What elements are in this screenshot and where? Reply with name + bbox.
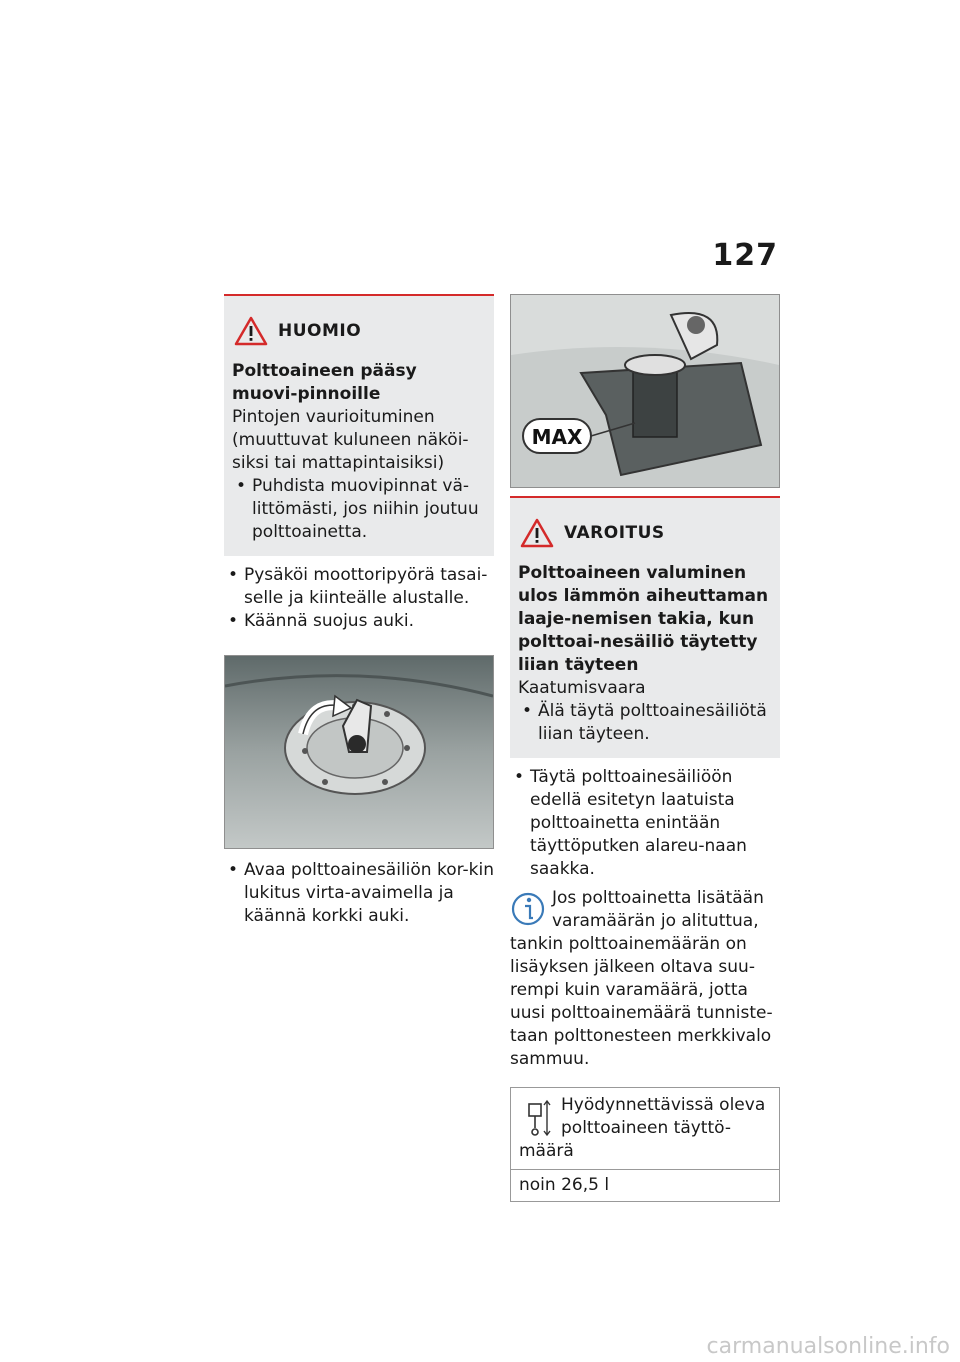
fuel-capacity-spec (510, 1087, 780, 1202)
fuel-cap-drawing (225, 656, 493, 848)
fuel-pump-icon (523, 1098, 553, 1138)
spec-value: noin 26,5 l (519, 1175, 610, 1195)
notice-bullet: • Älä täytä polttoainesäiliötä liian täyteen. (518, 700, 772, 746)
notice-risk: Kaatumisvaara (518, 678, 646, 698)
info-text: Jos polttoainetta lisätään varamäärän jo alituttua, tankin polttoainemäärän on lisäyksen jälkeen oltava suu-rempi kuin varamäärä, jotta uusi polttoainemäärä tunniste-taan polttonesteen merkkivalo sammuu. (510, 888, 773, 1069)
right-column (510, 294, 780, 1202)
notice-title: HUOMIO (278, 321, 362, 341)
filler-neck-drawing (511, 295, 779, 487)
left-column (224, 294, 494, 928)
notice-heading: Polttoaineen pääsy muovi-pinnoille (232, 361, 417, 404)
spec-label: Hyödynnettävissä oleva polttoaineen täyttö-määrä (519, 1095, 766, 1161)
notice-title: VAROITUS (564, 523, 665, 543)
filler-neck-illustration (510, 294, 780, 488)
warning-notice (510, 496, 780, 758)
instruction-fill-tank: • Täytä polttoainesäiliöön edellä esitetyn laatuista polttoainetta enintään täyttöputken alareu-naan saakka. (510, 766, 780, 881)
instruction-unlock-cap: • Avaa polttoainesäiliön kor-kin lukitus virta-avaimella ja käännä korkki auki. (224, 859, 494, 928)
instruction-open-cover: • Käännä suojus auki. (224, 610, 494, 633)
notice-bullet: • Puhdista muovipinnat vä-littömästi, jos niihin joutuu polttoainetta. (232, 475, 486, 544)
max-label: MAX (531, 425, 583, 449)
notice-risk: Pintojen vaurioituminen (muuttuvat kuluneen näköi-siksi tai mattapintaisiksi) (232, 407, 469, 473)
watermark: carmanualsonline.info (706, 1334, 950, 1359)
page-number: 127 (712, 238, 778, 273)
info-icon (510, 889, 546, 929)
info-block (510, 887, 780, 1071)
instruction-park: • Pysäköi moottoripyörä tasai-selle ja kiinteälle alustalle. (224, 564, 494, 610)
caution-notice (224, 294, 494, 556)
warning-triangle-icon (234, 316, 268, 346)
warning-triangle-icon (520, 518, 554, 548)
fuel-cap-illustration (224, 655, 494, 849)
notice-heading: Polttoaineen valuminen ulos lämmön aiheuttaman laaje-nemisen takia, kun polttoai-nesäiliö täytetty liian täyteen (518, 563, 769, 675)
